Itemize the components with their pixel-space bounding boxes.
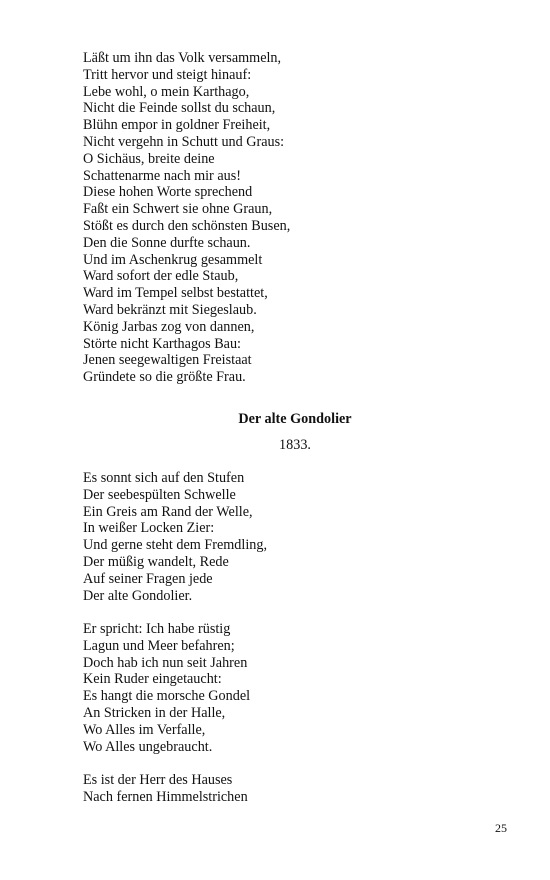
page-number: 25 (495, 821, 507, 835)
verse-line: Jenen seegewaltigen Freistaat (83, 352, 252, 369)
verse-line: Tritt hervor und steigt hinauf: (83, 66, 252, 83)
verse-line: Gründete so die größte Frau. (83, 369, 246, 386)
verse-line: Der müßig wandelt, Rede (83, 553, 229, 570)
verse-line: Wo Alles im Verfalle, (83, 721, 206, 738)
verse-line: Es sonnt sich auf den Stufen (83, 470, 245, 486)
verse-line: Lebe wohl, o mein Karthago, (83, 83, 250, 100)
verse-line: Ward im Tempel selbst bestattet, (83, 285, 268, 302)
verse-line: Und im Aschenkrug gesammelt (83, 251, 263, 268)
verse-line: Diese hohen Worte sprechend (83, 184, 253, 201)
poem-stanza-3 (83, 772, 483, 806)
verse-line: Der seebespülten Schwelle (83, 486, 236, 503)
verse-line: In weißer Locken Zier: (83, 520, 215, 537)
verse-line: Schattenarme nach mir aus! (83, 167, 241, 184)
verse-line: Den die Sonne durfte schaun. (83, 234, 251, 251)
verse-line: O Sichäus, breite deine (83, 150, 215, 167)
poem-stanza-2 (83, 621, 483, 755)
verse-line: Blühn empor in goldner Freiheit, (83, 117, 271, 134)
verse-line: Nicht die Feinde sollst du schaun, (83, 100, 276, 117)
verse-line: Nicht vergehn in Schutt und Graus: (83, 133, 285, 150)
poem-stanza-1 (83, 470, 483, 604)
verse-line: Es hangt die morsche Gondel (83, 688, 251, 705)
verse-line: Kein Ruder eingetaucht: (83, 671, 222, 688)
verse-line: Lagun und Meer befahren; (83, 637, 235, 654)
verse-line: Auf seiner Fragen jede (83, 570, 213, 587)
verse-line: Ein Greis am Rand der Welle, (83, 503, 253, 520)
verse-line: Ward sofort der edle Staub, (83, 268, 239, 285)
verse-line: Läßt um ihn das Volk versammeln, (83, 50, 282, 66)
poem-continuation-stanza (83, 50, 483, 386)
poem-title: Der alte Gondolier (238, 411, 352, 427)
poem-year: 1833. (279, 437, 311, 453)
verse-line: Es ist der Herr des Hauses (83, 772, 233, 788)
verse-line: Er spricht: Ich habe rüstig (83, 621, 231, 637)
verse-line: Und gerne steht dem Fremdling, (83, 537, 268, 554)
verse-line: Nach fernen Himmelstrichen (83, 788, 248, 805)
verse-line: König Jarbas zog von dannen, (83, 318, 255, 335)
verse-line: Der alte Gondolier. (83, 587, 193, 604)
verse-line: Wo Alles ungebraucht. (83, 738, 213, 755)
verse-line: Störte nicht Karthagos Bau: (83, 335, 242, 352)
verse-line: An Stricken in der Halle, (83, 704, 226, 721)
verse-line: Ward bekränzt mit Siegeslaub. (83, 301, 257, 318)
verse-line: Doch hab ich nun seit Jahren (83, 654, 248, 671)
verse-line: Faßt ein Schwert sie ohne Graun, (83, 201, 273, 218)
verse-line: Stößt es durch den schönsten Busen, (83, 217, 291, 234)
